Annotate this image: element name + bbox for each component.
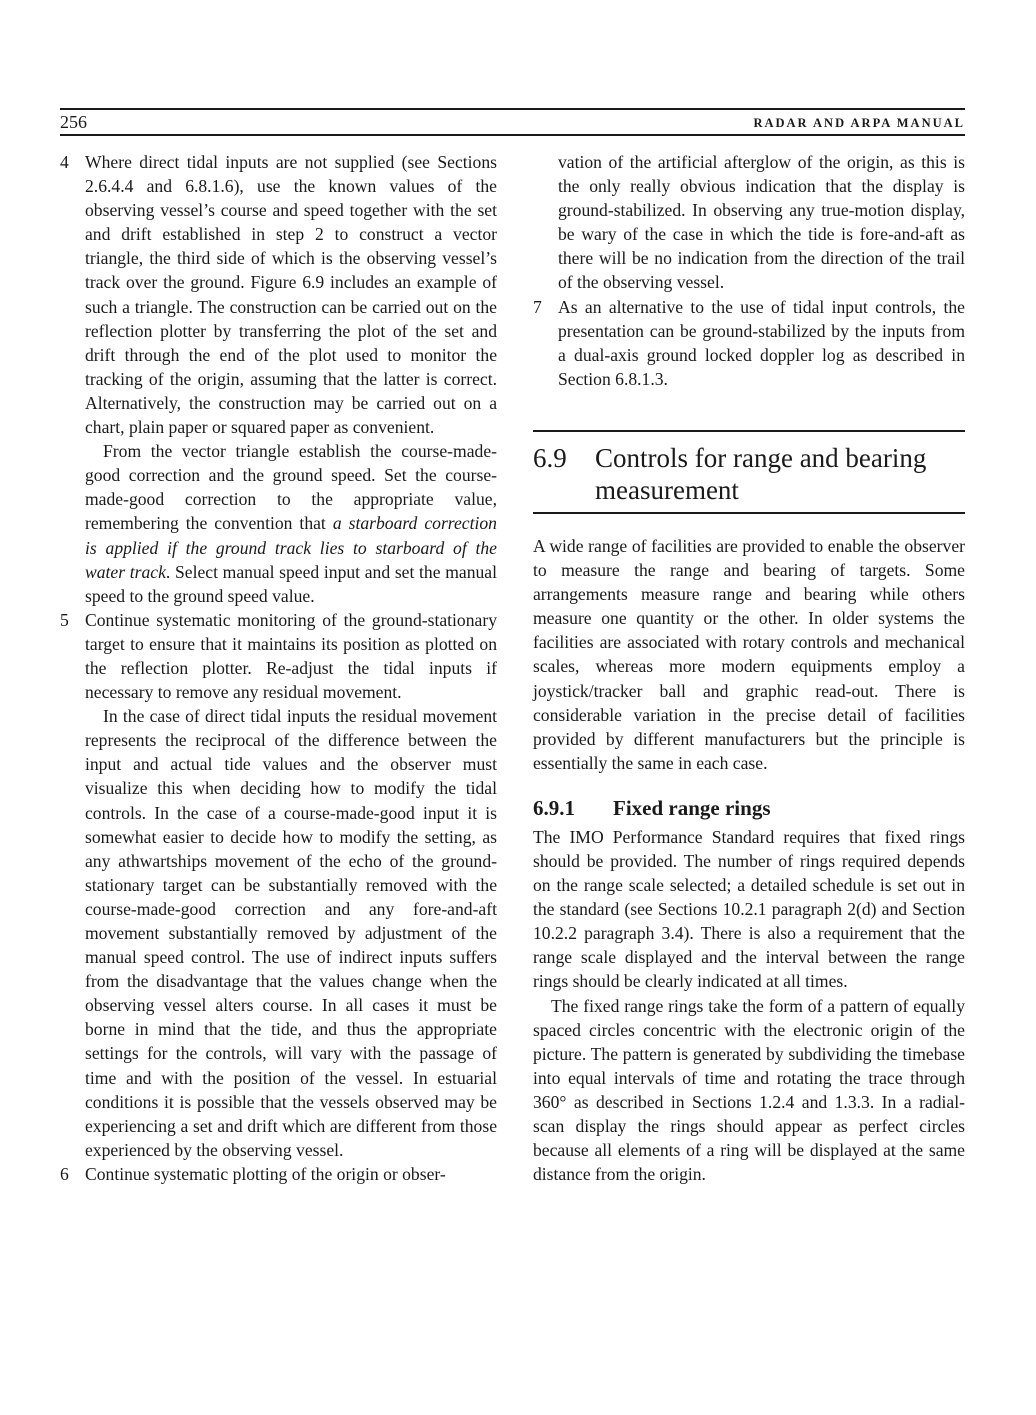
text-span: From the vector triangle establish the course-made-good correction and the ground speed. Set the course-made-good correction to the appropriate value, remembering the convention that — [85, 441, 497, 534]
right-column — [533, 150, 965, 1186]
subsection-number: 6.9.1 — [533, 795, 575, 820]
paragraph: In the case of direct tidal inputs the residual movement represents the reciprocal of the difference between the input and actual tide values and the observer must visualize this when deciding how to modify the tidal controls. In the case of a course-made-good input it is somewhat easier to decide how to modify the setting, as any athwartships movement of the echo of the ground-stationary target can be substantially removed with the course-made-good correction and any fore-and-aft movement substantially removed by adjustment of the manual speed control. The use of indirect inputs suffers from the disadvantage that the values change when the observing vessel alters course. In all cases it must be borne in mind that the tide, and thus the appropriate settings for the controls, will vary with the passage of time and with the position of the vessel. In estuarial conditions it is possible that the vessels observed may be experiencing a set and drift which are different from those experienced by the observing vessel. — [85, 706, 497, 1160]
paragraph: The IMO Performance Standard requires that fixed rings should be provided. The number of rings required depends on the range scale selected; a detailed schedule is set out in the standard (see Sections 10.2.1 paragraph 2(d) and Section 10.2.2 paragraph 3.4). There is also a requirement that the range scale displayed and the interval between the range rings should be clearly indicated at all times. — [533, 826, 965, 992]
running-title: RADAR AND ARPA MANUAL — [753, 116, 965, 130]
subsection-title: Fixed range rings — [613, 795, 771, 820]
paragraph: Where direct tidal inputs are not supplied (see Sections 2.6.4.4 and 6.8.1.6), use the known values of the observing vessel’s course and speed together with the set and drift established in step 2 to construct a vector triangle, the third side of which is the observing vessel’s track over the ground. Figure 6.9 includes an example of such a triangle. The construction can be carried out on the reflection plotter by transferring the plot of the set and drift through the end of the plot used to monitor the tracking of the origin, assuming that the latter is correct. Alternatively, the construction may be carried out on a chart, plain paper or squared paper as convenient. — [85, 152, 497, 438]
item-number: 5 — [60, 609, 69, 630]
paragraph — [85, 439, 497, 608]
list-item-6 — [60, 1162, 497, 1186]
paragraph: A wide range of facilities are provided to enable the observer to measure the range and bearing of targets. Some arrangements measure range and bearing while others measure one quantity or the other. In older systems the facilities are associated with rotary controls and mechanical scales, whereas more modern equipments employ a joystick/tracker ball and graphic read-out. There is considerable variation in the precise detail of facilities provided by different manufacturers but the principle is essentially the same in each case. — [533, 535, 965, 773]
item-number: 7 — [533, 296, 542, 317]
section-heading — [533, 430, 965, 514]
page-number: 256 — [60, 112, 87, 132]
item-number: 6 — [60, 1163, 69, 1184]
list-item-5 — [60, 608, 497, 1162]
page-header — [60, 108, 965, 136]
section-title: Controls for range and bearing measurement — [595, 442, 927, 505]
paragraph: As an alternative to the use of tidal input controls, the presentation can be ground-stabilized by the inputs from a dual-axis ground locked doppler log as described in Section 6.8.1.3. — [558, 296, 965, 389]
paragraph: Continue systematic monitoring of the ground-stationary target to ensure that it maintains its position as plotted on the reflection plotter. Re-adjust the tidal inputs if necessary to remove any residual movement. — [85, 609, 497, 703]
text-span: . Select manual speed input and set the manual speed to the ground speed value. — [85, 561, 498, 606]
italic-emphasis: a starboard correction is applied if the ground track lies to starboard of the water track — [85, 513, 497, 582]
paragraph: Continue systematic plotting of the origin or obser- — [85, 1163, 446, 1184]
paragraph: The fixed range rings take the form of a pattern of equally spaced circles concentric with the electronic origin of the picture. The pattern is generated by subdividing the timebase into equal intervals of time and rotating the trace through 360° as described in Sections 1.2.4 and 1.3.3. In a radial-scan display the rings should appear as perfect circles because all elements of a ring will be displayed at the same distance from the origin. — [533, 995, 965, 1185]
item-number: 4 — [60, 152, 69, 172]
paragraph-continued: vation of the artificial afterglow of the origin, as this is the only really obvious indication that the display is ground-stabilized. In observing any true-motion display, be wary of the case in which the tide is fore-and-aft as there will be no indication from the direction of the trail of the observing vessel. — [558, 152, 965, 293]
subsection-heading — [533, 795, 965, 825]
left-column — [60, 150, 497, 1186]
list-item-4 — [60, 150, 497, 608]
section-number: 6.9 — [533, 442, 567, 473]
list-item-7 — [533, 295, 965, 391]
